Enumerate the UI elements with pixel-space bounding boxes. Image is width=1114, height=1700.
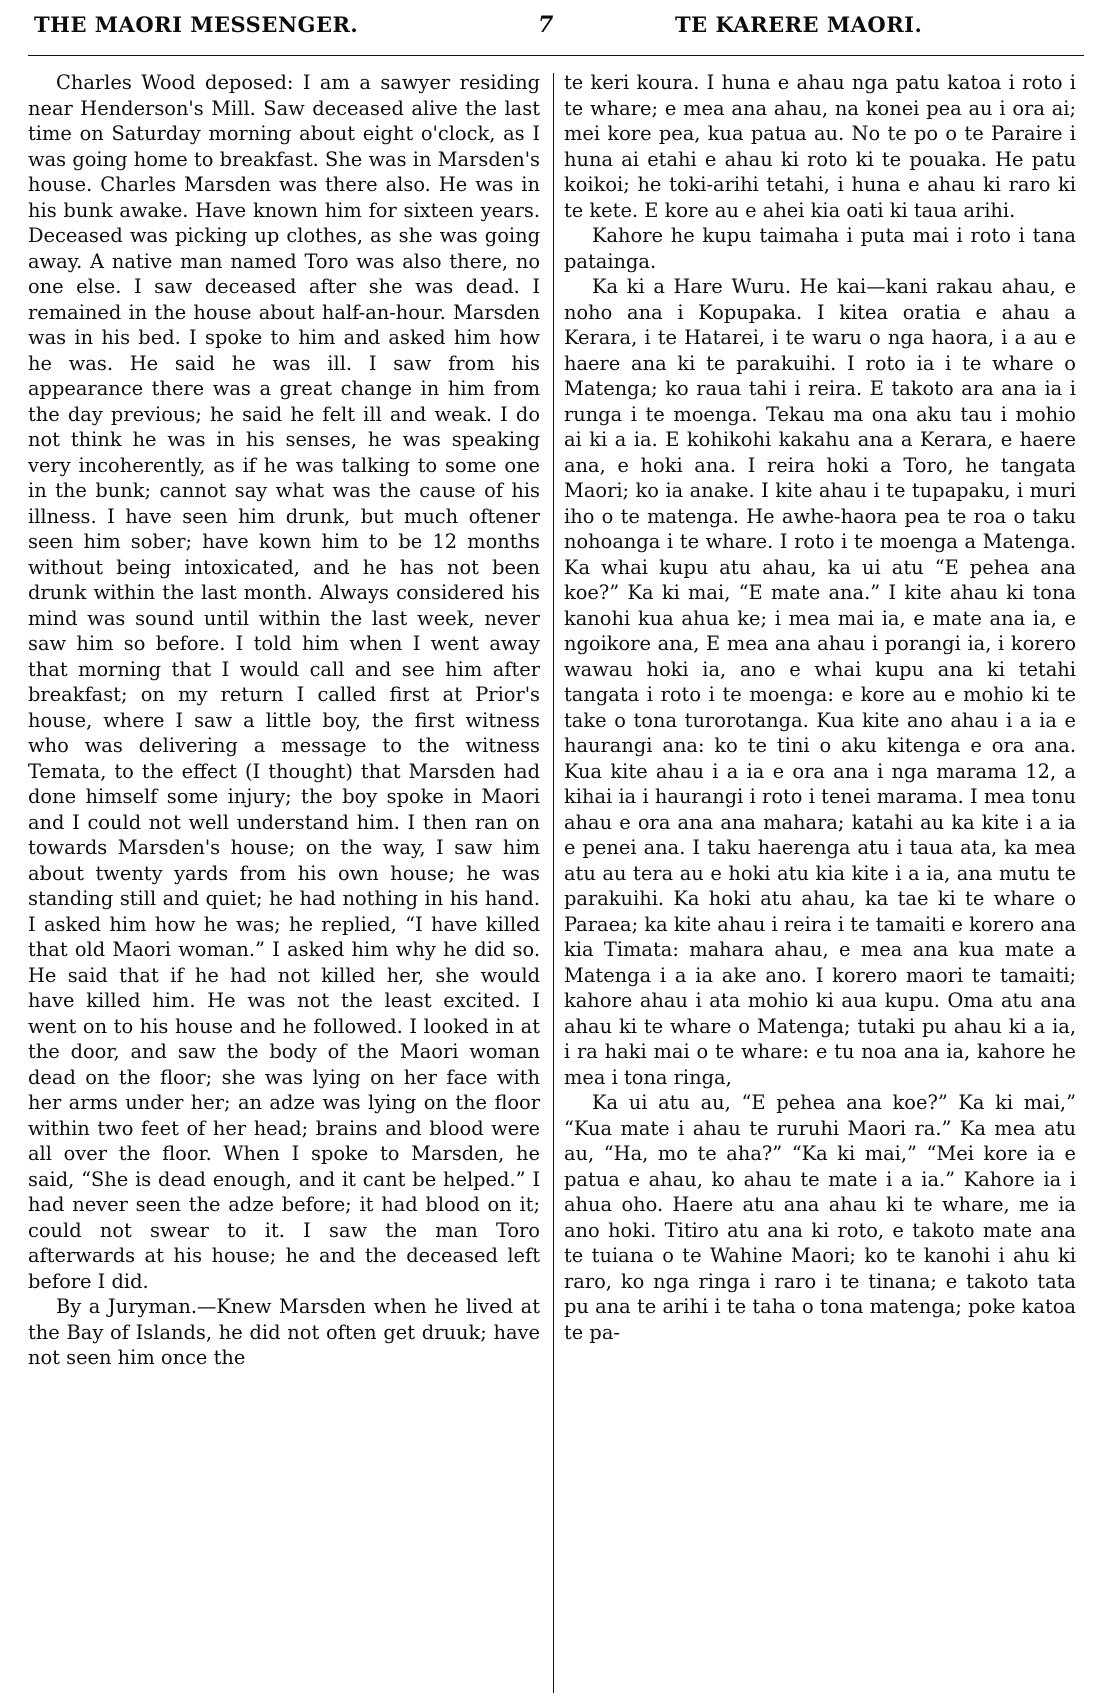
header-rule <box>28 55 1084 56</box>
paragraph-kahore: Kahore he kupu taimaha i puta mai i roto i tana pataingа. <box>564 224 1076 273</box>
column-divider <box>553 73 554 1693</box>
paragraph-juryman-question: By a Juryman.—Knew Marsden when he lived at the Bay of Islands, he did not often get druuk; have not seen him once the <box>28 1295 540 1369</box>
masthead-english-title: THE MAORI MESSENGER. <box>34 12 359 37</box>
paragraph-continued: te keri koura. I huna e ahau nga patu katoa i roto i te whare; e mea ana ahau, na konei pea au i ora ai; mei kore pea, kua patua au. No te po o te Paraire i huna ai etahi e ahau ki roto ki te pouaka. He patu koikoi; he toki-arihi tetahi, i huna e ahau ki raro ki te kete. E kore au e ahei kia oati ki taua arihi. <box>564 71 1076 222</box>
page-number: 7 <box>538 12 554 38</box>
paragraph-hare-wuru: Ka ki a Hare Wuru. He kai—kani rakau ahau, e noho ana i Kopupaka. I kitea oratia e ahau a Kerara, i te Hatarei, i te waru o nga haora, i a au e haere ana ki te parakuihi. I roto ia i te whare o Matenga; ko raua tahi i reira. E takoto ara ana ia i runga i te moenga. Tekau ma ona aku tau i mohio ai ki a ia. E kohikohi kakahu ana a Kerara, e haere ana, e hoki ana. I reira hoki a Toro, he tangata Maori; ko ia anake. I kite ahau i te tupapaku, i muri iho o te matenga. He awhe-haora pea te roa o taku nohoanga i te whare. I roto i te moenga a Matenga. Ka whai kupu atu ahau, ka ui atu “E pehea ana koe?” Ka ki mai, “E mate ana.” I kite ahau ki tona kanohi kua ahua ke; i mea mai ia, e mate ana ia, e ngoikore ana, E mea ana ahau i porangi ia, i korero wawau hoki ia, ano e whai kupu ana ki tetahi tangata i roto i te moenga: e kore au e mohio ki te take o tona turorotanga. Kua kite ano ahau i a ia e haurangi ana: ko te tini o aku kitenga e ora ana. Kua kite ahau i a ia e ora ana i nga marama 12, a kihai ia i haurangi i roto i tenei marama. I mea tonu ahau e ora ana ana mahara; katahi au ka kite i a ia e penei ana. I taku haerenga atu i taua ata, ka mea atu au tera au e hoki atu kia kite i a ia, ana mutu te parakuihi. Ka hoki atu ahau, ka tae ki te whare o Paraea; ka kite ahau i reira i te tamaiti e korero ana kia Timata: mahara ahau, e mea ana kua mate a Matenga i a ia ake ano. I korero maori te tamaiti; kahore ahau i ata mohio ki aua kupu. Oma atu ana ahau ki te whare o Matenga; tutaki pu ahau ki a ia, i ra haki mai o te whare: e tu noa ana ia, kahore he mea i tona ringa, <box>564 275 1076 1089</box>
masthead <box>0 12 1114 52</box>
masthead-maori-title: TE KARERE MAORI. <box>675 12 923 37</box>
paragraph-ka-ui-atu: Ka ui atu au, “E pehea ana koe?” Ka ki mai,” “Kua mate i ahau te ruruhi Maori ra.” Ka mea atu au, “Ha, mo te aha?” “Ka ki mai,” “Mei kore ia e patua e ahau, ko ahau te mate i a ia.” Kahore ia i ahua oho. Haere atu ana ahau ki te whare, me ia ano hoki. Titiro atu ana ki roto, e takoto mate ana te tuiana o te Wahine Maori; ko te kanohi i ahu ki raro, ko nga ringa i raro i te tinana; e takoto tata pu ana te arihi i te taha o tona matenga; poke katoa te pa- <box>564 1091 1076 1344</box>
paragraph-wood-deposition: Charles Wood deposed: I am a sawyer residing near Henderson's Mill. Saw deceased alive the last time on Saturday morning about eight o'clock, as I was going home to breakfast. She was in Marsden's house. Charles Marsden was there also. He was in his bunk awake. Have known him for sixteen years. Deceased was picking up clothes, as she was going away. A native man named Toro was also there, no one else. I saw deceased after she was dead. I remained in the house about half-an-hour. Marsden was in his bed. I spoke to him and asked him how he was. He said he was ill. I saw from his appearance there was a great change in him from the day previous; he said he felt ill and weak. I do not think he was in his senses, he was speaking very incoherently, as if he was talking to some one in the bunk; cannot say what was the cause of his illness. I have seen him drunk, but much oftener seen him sober; have kown him to be 12 months without being intoxicated, and he has not been drunk within the last month. Always considered his mind was sound until within the last week, never saw him so before. I told him when I went away that morning that I would call and see him after breakfast; on my return I called first at Prior's house, where I saw a little boy, the first witness who was delivering a message to the witness Temata, to the effect (I thought) that Marsden had done himself some injury; the boy spoke in Maori and I could not well understand him. I then ran on towards Marsden's house; on the way, I saw him about twenty yards from his own house; he was standing still and quiet; he had nothing in his hand. I asked him how he was; he replied, “I have killed that old Maori woman.” I asked him why he did so. He said that if he had not killed her, she would have killed him. He was not the least excited. I went on to his house and he followed. I looked in at the door, and saw the body of the Maori woman dead on the floor; she was lying on her face with her arms under her; an adze was lying on the floor within two feet of her head; brains and blood were all over the floor. When I spoke to Marsden, he said, “She is dead enough, and it cant be helped.” I had never seen the adze before; it had blood on it; could not swear to it. I saw the man Toro afterwards at his house; he and the deceased left before I did. <box>28 71 540 1293</box>
maori-column <box>564 70 1076 1345</box>
english-column <box>28 70 540 1371</box>
